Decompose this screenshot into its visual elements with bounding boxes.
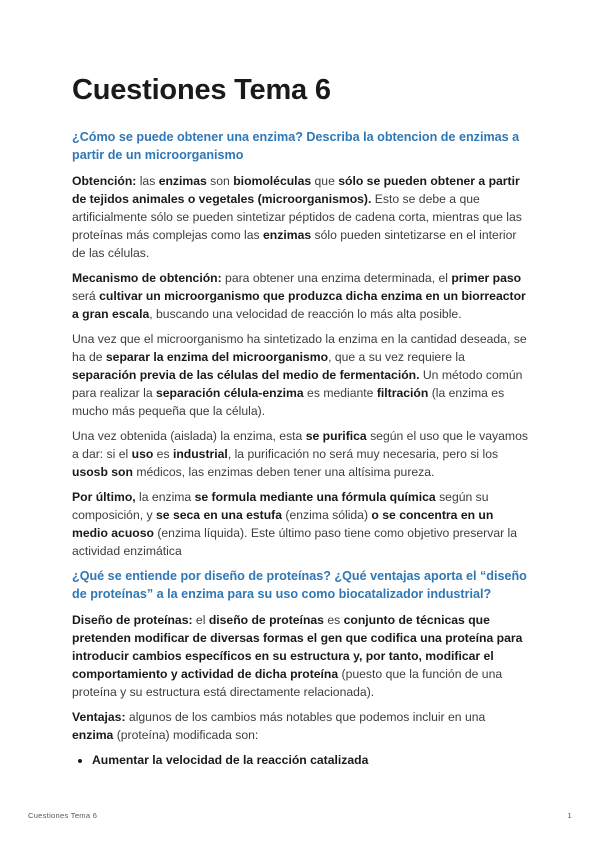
page-title: Cuestiones Tema 6 <box>72 74 331 106</box>
term-ventajas: Ventajas: <box>72 710 126 724</box>
paragraph-ventajas: Ventajas: algunos de los cambios más notables que podemos incluir en una enzima (proteína) modificada son: <box>72 710 486 742</box>
document-page <box>72 72 528 769</box>
question-1-heading: ¿Cómo se puede obtener una enzima? Describa la obtencion de enzimas a partir de un microorganismo <box>72 130 520 162</box>
page-footer <box>28 811 572 823</box>
paragraph-formulacion: Por último, la enzima se formula mediante una fórmula química según su composición, y se seca en una estufa (enzima sólida) o se concentra en un medio acuoso (enzima líquida). Este último paso tiene como objetivo preservar la actividad enzimática <box>72 490 518 558</box>
term-obtencion: Obtención: <box>72 174 137 188</box>
page-number: 1 <box>567 811 572 820</box>
term-mecanismo: Mecanismo de obtención: <box>72 271 222 285</box>
term-por-ultimo: Por último, <box>72 490 136 504</box>
footer-title: Cuestiones Tema 6 <box>28 811 98 820</box>
question-2-heading: ¿Qué se entiende por diseño de proteínas? ¿Qué ventajas aporta el “diseño de proteínas” a la enzima para su uso como biocatalizador industrial? <box>72 569 527 601</box>
paragraph-purificacion: Una vez obtenida (aislada) la enzima, esta se purifica según el uso que le vayamos a dar: si el uso es industrial, la purificación no será muy necesaria, pero si los usosb son médicos, las enzimas deben tener una altísima pureza. <box>72 429 528 479</box>
paragraph-diseno: Diseño de proteínas: el diseño de proteínas es conjunto de técnicas que pretenden modificar de diversas formas el gen que codifica una proteína para introducir cambios específicos en su estructura y, por tanto, modificar el comportamiento y actividad de dicha proteína (puesto que la función de una proteína y su estructura está directamente relacionada). <box>72 613 523 699</box>
paragraph-obtencion: Obtención: las enzimas son biomoléculas que sólo se pueden obtener a partir de tejidos animales o vegetales (microorganismos). Esto se debe a que artificialmente sólo se pueden sintetizar péptidos de cadena corta, mientras que las proteínas más complejas como las enzimas sólo pueden sintetizarse en el interior de las células. <box>72 174 522 260</box>
paragraph-mecanismo: Mecanismo de obtención: para obtener una enzima determinada, el primer paso será cultivar un microorganismo que produzca dicha enzima en un biorreactor a gran escala, buscando una velocidad de reacción lo más alta posible. <box>72 271 526 321</box>
list-item: • Aumentar la velocidad de la reacción catalizada <box>92 751 528 769</box>
paragraph-separacion: Una vez que el microorganismo ha sintetizado la enzima en la cantidad deseada, se ha de separar la enzima del microorganismo, que a su vez requiere la separación previa de las células del medio de fermentación. Un método común para realizar la separación célula-enzima es mediante filtración (la enzima es mucho más pequeña que la célula). <box>72 332 527 418</box>
term-diseno: Diseño de proteínas: <box>72 613 193 627</box>
ventajas-list <box>72 751 528 769</box>
